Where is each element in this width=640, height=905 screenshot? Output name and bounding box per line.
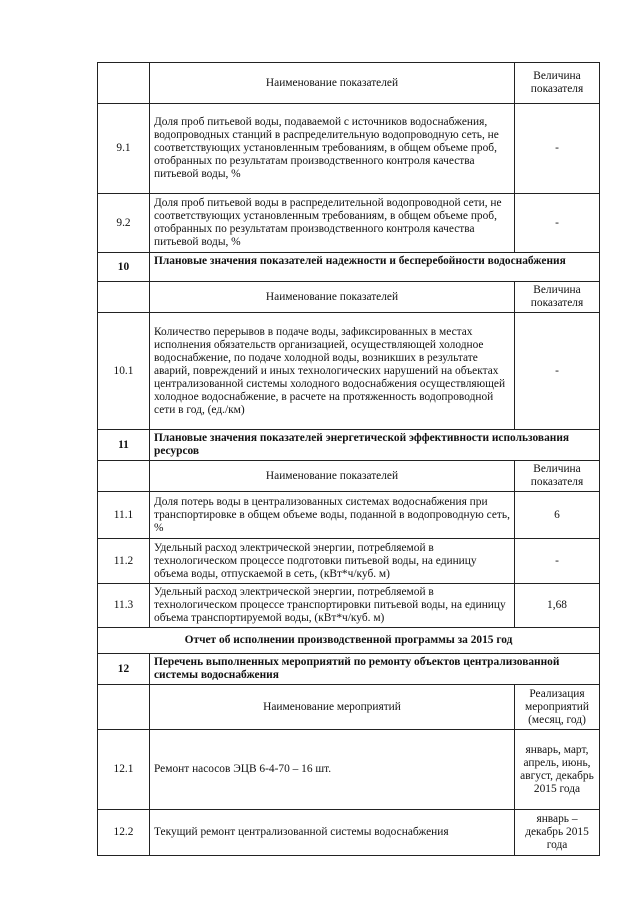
section-title: Перечень выполненных мероприятий по ремонту объектов централизованной системы водоснабжения	[150, 654, 600, 685]
table-row	[98, 430, 600, 461]
row-number-cell: 9.2	[98, 194, 150, 253]
section-number-cell: 12	[98, 654, 150, 685]
row-number-cell: 11.3	[98, 584, 150, 628]
report-title: Отчет об исполнении производственной программы за 2015 год	[98, 628, 600, 654]
indicator-description: Удельный расход электрической энергии, потребляемой в технологическом процессе подготовки питьевой воды, на единицу объема воды, отпускаемой в сеть, (кВт*ч/куб. м)	[150, 539, 515, 584]
indicator-value: январь – декабрь 2015 года	[515, 810, 600, 856]
table-row	[98, 628, 600, 654]
row-number-cell	[98, 461, 150, 492]
indicator-value: 6	[515, 492, 600, 539]
table-row	[98, 313, 600, 430]
section-number-cell: 10	[98, 253, 150, 282]
section-title: Плановые значения показателей энергетической эффективности использования ресурсов	[150, 430, 600, 461]
column-header-value: Величина показателя	[515, 63, 600, 104]
row-number-cell: 12.2	[98, 810, 150, 856]
table-row	[98, 282, 600, 313]
indicator-description: Текущий ремонт централизованной системы водоснабжения	[150, 810, 515, 856]
row-number-cell	[98, 685, 150, 730]
indicator-description: Удельный расход электрической энергии, потребляемой в технологическом процессе транспортировки питьевой воды, на единицу объема транспортируемой воды, (кВт*ч/куб. м)	[150, 584, 515, 628]
row-number-cell: 9.1	[98, 104, 150, 194]
table-row	[98, 730, 600, 810]
table-row	[98, 492, 600, 539]
column-header-value: Величина показателя	[515, 282, 600, 313]
row-number-cell	[98, 63, 150, 104]
column-header-value: Реализация мероприятий (месяц, год)	[515, 685, 600, 730]
column-header-name: Наименование показателей	[150, 63, 515, 104]
indicator-description: Ремонт насосов ЭЦВ 6-4-70 – 16 шт.	[150, 730, 515, 810]
table-row	[98, 810, 600, 856]
table-row	[98, 253, 600, 282]
section-number-cell: 11	[98, 430, 150, 461]
table-row	[98, 685, 600, 730]
table-row	[98, 539, 600, 584]
indicators-table	[97, 62, 600, 856]
table-row	[98, 104, 600, 194]
row-number-cell	[98, 282, 150, 313]
indicator-value: -	[515, 539, 600, 584]
indicator-description: Доля проб питьевой воды, подаваемой с источников водоснабжения, водопроводных станций в распределительную водопроводную сеть, не соответствующих установленным требованиям, в общем объеме проб, отобранных по результатам производственного контроля качества питьевой воды, %	[150, 104, 515, 194]
indicator-value: -	[515, 104, 600, 194]
row-number-cell: 10.1	[98, 313, 150, 430]
row-number-cell: 12.1	[98, 730, 150, 810]
column-header-name: Наименование показателей	[150, 461, 515, 492]
indicator-description: Доля проб питьевой воды в распределительной водопроводной сети, не соответствующих установленным требованиям, в общем объеме проб, отобранных по результатам производственного контроля качества питьевой воды, %	[150, 194, 515, 253]
indicator-value: январь, март, апрель, июнь, август, декабрь 2015 года	[515, 730, 600, 810]
column-header-value: Величина показателя	[515, 461, 600, 492]
indicator-value: -	[515, 313, 600, 430]
column-header-name: Наименование мероприятий	[150, 685, 515, 730]
table-row	[98, 584, 600, 628]
table-row	[98, 654, 600, 685]
indicator-value: 1,68	[515, 584, 600, 628]
row-number-cell: 11.1	[98, 492, 150, 539]
table-row	[98, 63, 600, 104]
column-header-name: Наименование показателей	[150, 282, 515, 313]
table-row	[98, 194, 600, 253]
section-title: Плановые значения показателей надежности и бесперебойности водоснабжения	[150, 253, 600, 282]
indicator-description: Доля потерь воды в централизованных системах водоснабжения при транспортировке в общем объеме воды, поданной в водопроводную сеть, %	[150, 492, 515, 539]
indicator-description: Количество перерывов в подаче воды, зафиксированных в местах исполнения обязательств организацией, осуществляющей холодное водоснабжение, по подаче холодной воды, возникших в результате аварий, повреждений и иных технологических нарушений на объектах централизованной системы холодного водоснабжения осуществляющей холодное водоснабжение, в расчете на протяженность водопроводной сети в год, (ед./км)	[150, 313, 515, 430]
table-row	[98, 461, 600, 492]
row-number-cell: 11.2	[98, 539, 150, 584]
indicator-value: -	[515, 194, 600, 253]
